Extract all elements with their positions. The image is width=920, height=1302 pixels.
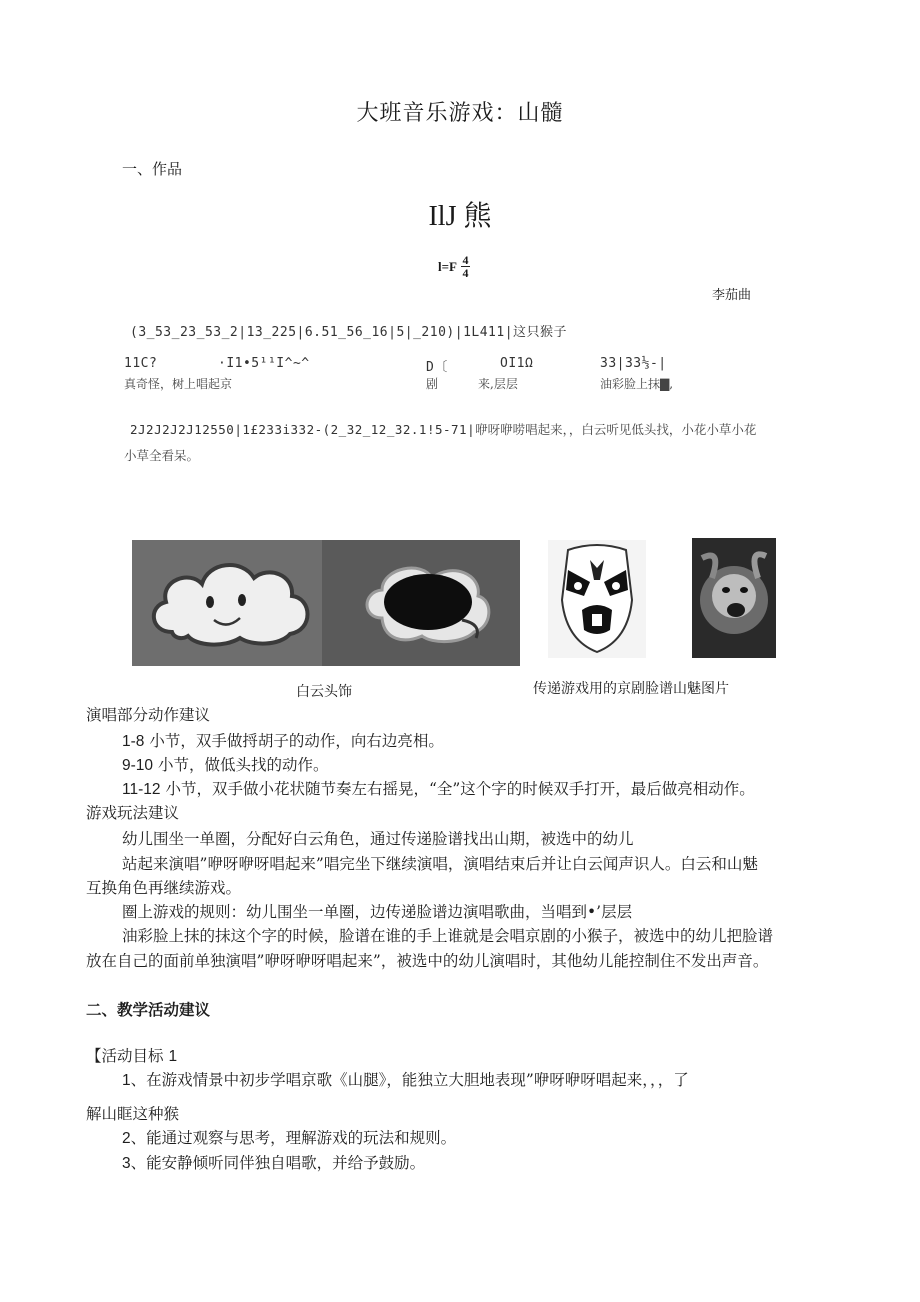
goal-3-text: 、能安静倾听同伴独自唱歌，并给予鼓励。 (130, 1154, 426, 1172)
cloud-headdress-photo (132, 540, 520, 666)
goal-1b: 解山眶这种猴 (86, 1105, 180, 1123)
key-label: l=F (438, 258, 457, 274)
monkey-image (692, 538, 776, 658)
lyric-line-2b: 剧 (426, 377, 439, 391)
time-signature-top: 4 (462, 253, 469, 267)
goal-2-num: 2 (122, 1130, 131, 1147)
singing-item-3-num: 11-12 (122, 781, 161, 798)
goal-heading (86, 1044, 177, 1066)
caption-cloud: 白云头饰 (296, 683, 352, 699)
score-line-2c: D〔 (426, 360, 448, 375)
time-signature (461, 254, 470, 279)
song-title: IlJ 熊 (428, 201, 492, 232)
goal-heading-num: 1 (168, 1048, 178, 1065)
singing-item-2 (122, 753, 328, 775)
game-paragraph-4b: 放在自己的面前单独演唱”咿呀咿呀唱起来”，被选中的幼儿演唱时，其他幼儿能控制住不发出声音。 (86, 952, 769, 970)
cloud-headdress-image (132, 540, 520, 666)
page-title: 大班音乐游戏：山髓 (356, 101, 564, 126)
goal-2 (122, 1126, 456, 1148)
section1-heading: 一、作品 (122, 160, 183, 178)
game-paragraph-2b: 互换角色再继续游戏。 (86, 879, 242, 897)
lyric-line-2c: 来,层层 (478, 377, 518, 391)
opera-mask-image (548, 540, 646, 658)
singing-item-3 (122, 777, 755, 799)
opera-mask-photo (548, 540, 646, 658)
lyric-line-3: 咿呀咿唠唱起来，，白云听见低头找，小花小草小花 (475, 422, 757, 437)
score-line-2a: 11C? (124, 356, 158, 371)
section2-heading: 二、教学活动建议 (86, 1002, 211, 1019)
game-heading: 游戏玩法建议 (86, 804, 180, 822)
goal-1a-text: 、在游戏情景中初步学唱京歌《山腿》，能独立大胆地表现”咿呀咿呀唱起来，，，了 (130, 1071, 689, 1089)
singing-heading: 演唱部分动作建议 (86, 706, 211, 724)
score-line-3-row (130, 420, 756, 438)
goal-1-num: 1 (122, 1072, 131, 1089)
singing-item-3-text: 小节，双手做小花状随节奏左右摇晃，“全”这个字的时候双手打开，最后做亮相动作。 (165, 780, 755, 798)
caption-mask: 传递游戏用的京剧脸谱山魅图片 (533, 680, 729, 696)
time-signature-bottom: 4 (462, 266, 469, 280)
goal-3-num: 3 (122, 1155, 131, 1172)
singing-item-2-num: 9-10 (122, 757, 154, 774)
lyric-line-4: 小草全看呆。 (124, 448, 200, 463)
goal-3 (122, 1151, 425, 1173)
score-line-2d: OI1Ω (500, 356, 534, 371)
score-line-1: (3_53_23_53_2|13_225|6.51_56_16|5|_210)|1L411|这只猴子 (130, 325, 568, 340)
goal-1a (122, 1068, 689, 1090)
singing-item-1 (122, 729, 444, 751)
game-paragraph-3: 圈上游戏的规则：幼儿围坐一单圈，边传递脸谱边演唱歌曲，当唱到•’层层 (122, 903, 633, 921)
composer: 李茄曲 (712, 288, 752, 303)
lyric-line-2a: 真奇怪，树上唱起京 (124, 377, 233, 391)
key-signature (438, 254, 470, 279)
score-line-2e: 33|33⅓-| (600, 356, 667, 371)
singing-item-2-text: 小节，做低头找的动作。 (157, 756, 329, 774)
lyric-line-2d: 油彩脸上抹▇, (600, 377, 674, 391)
score-line-3: 2J2J2J2J12550|1£233i332-(2_32_12_32.1!5-71| (130, 422, 476, 437)
game-paragraph-4a: 油彩脸上抹的抹这个字的时候，脸谱在谁的手上谁就是会唱京剧的小猴子，被选中的幼儿把脸谱 (122, 927, 774, 945)
game-paragraph-1: 幼儿围坐一单圈，分配好白云角色，通过传递脸谱找出山期，被选中的幼儿 (122, 830, 634, 848)
monkey-photo (692, 538, 776, 658)
singing-item-1-num: 1-8 (122, 733, 145, 750)
goal-heading-text: 【活动目标 (86, 1047, 164, 1065)
score-line-2b: ·I1•5¹¹I^~^ (218, 356, 310, 371)
game-paragraph-2a: 站起来演唱”咿呀咿呀唱起来”唱完坐下继续演唱，演唱结束后并让白云闻声识人。白云和山魅 (122, 855, 758, 873)
singing-item-1-text: 小节，双手做捋胡子的动作，向右边亮相。 (149, 732, 444, 750)
goal-2-text: 、能通过观察与思考，理解游戏的玩法和规则。 (130, 1129, 457, 1147)
